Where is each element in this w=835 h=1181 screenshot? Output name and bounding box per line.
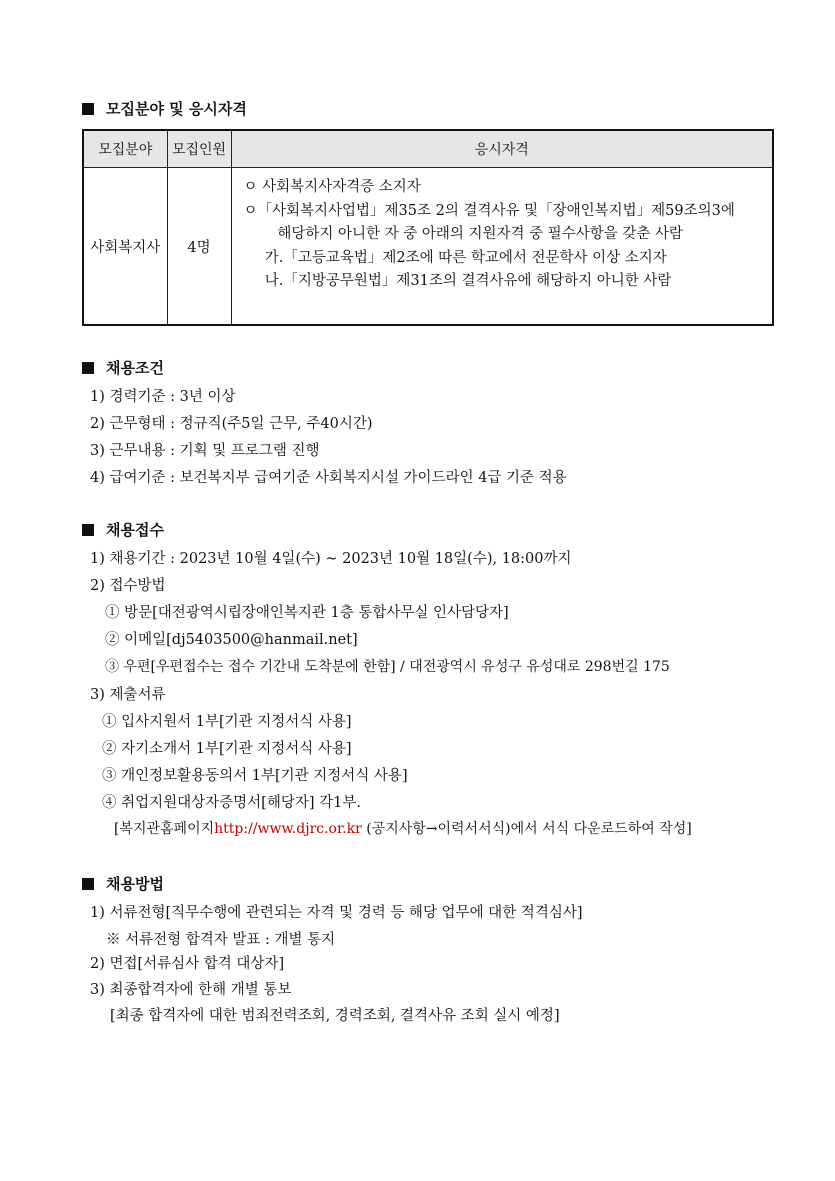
section-title-method [82, 873, 164, 894]
condition-line: 1) 경력기준 : 3년 이상 [90, 389, 236, 405]
application-line: 1) 채용기간 : 2023년 10월 4일(수) ~ 2023년 10월 18일(수), 18:00까지 [90, 551, 572, 567]
section-title-text: 채용조건 [106, 359, 164, 377]
document-item: ② 자기소개서 1부[기관 지정서식 사용] [102, 741, 352, 757]
application-method-email: ② 이메일[dj5403500@hanmail.net] [105, 632, 358, 648]
requirement-line: 가.「고등교육법」제2조에 따른 학교에서 전문학사 이상 소지자 [255, 249, 667, 266]
method-line: 3) 최종합격자에 한해 개별 통보 [90, 982, 292, 998]
application-line: 2) 접수방법 [90, 578, 166, 594]
application-method-mail: ③ 우편[우편접수는 접수 기간내 도착분에 한함] / 대전광역시 유성구 유성대로 298번길 175 [105, 659, 670, 675]
cell-field: 사회복지사 [83, 168, 167, 326]
header-field: 모집분야 [83, 130, 167, 168]
cell-count: 4명 [167, 168, 231, 326]
application-method-visit: ① 방문[대전광역시립장애인복지관 1층 통합사무실 인사담당자] [105, 605, 509, 621]
document-item: ④ 취업지원대상자증명서[해당자] 각1부. [102, 795, 361, 811]
section-title-text: 채용방법 [106, 875, 164, 893]
square-bullet-icon [82, 524, 94, 536]
section-title-recruitment-field [82, 98, 247, 119]
square-bullet-icon [82, 878, 94, 890]
condition-line: 3) 근무내용 : 기획 및 프로그램 진행 [90, 443, 320, 459]
square-bullet-icon [82, 362, 94, 374]
table-header-row [83, 130, 773, 168]
homepage-suffix: (공지사항→이력서서식)에서 서식 다운로드하여 작성] [361, 821, 692, 837]
document-item: ③ 개인정보활용동의서 1부[기관 지정서식 사용] [102, 768, 408, 784]
section-title-text: 모집분야 및 응시자격 [106, 100, 247, 118]
method-line: 2) 면접[서류심사 합격 대상자] [90, 956, 285, 972]
application-line: 3) 제출서류 [90, 687, 166, 703]
section-title-text: 채용접수 [106, 521, 164, 539]
requirement-line: ㅇ 사회복지사자격증 소지자 [243, 179, 421, 195]
homepage-note [114, 818, 692, 838]
section-title-application [82, 519, 164, 540]
condition-line: 2) 근무형태 : 정규직(주5일 근무, 주40시간) [90, 416, 373, 432]
document-item: ① 입사지원서 1부[기관 지정서식 사용] [102, 714, 352, 730]
method-note: [최종 합격자에 대한 범죄전력조회, 경력조회, 결격사유 조회 실시 예정] [110, 1008, 560, 1024]
qualification-table [82, 129, 774, 326]
square-bullet-icon [82, 103, 94, 115]
cell-requirements [231, 168, 773, 326]
method-note: ※ 서류전형 합격자 발표 : 개별 통지 [106, 932, 336, 948]
homepage-link[interactable]: http://www.djrc.or.kr [214, 821, 362, 837]
header-count: 모집인원 [167, 130, 231, 168]
requirement-line: 해당하지 아니한 자 중 아래의 지원자격 중 필수사항을 갖춘 사람 [263, 226, 683, 242]
requirement-line: ㅇ「사회복지사업법」제35조 2의 결격사유 및「장애인복지법」제59조의3에 [243, 202, 735, 219]
requirement-line: 나.「지방공무원법」제31조의 결격사유에 해당하지 아니한 사람 [255, 273, 672, 289]
method-line: 1) 서류전형[직무수행에 관련되는 자격 및 경력 등 해당 업무에 대한 적격심사] [90, 905, 583, 921]
condition-line: 4) 급여기준 : 보건복지부 급여기준 사회복지시설 가이드라인 4급 기준 적용 [90, 470, 567, 486]
table-row [83, 168, 773, 326]
homepage-prefix: [복지관홈페이지 [114, 821, 215, 837]
header-qualification: 응시자격 [231, 130, 773, 168]
section-title-conditions [82, 357, 164, 378]
